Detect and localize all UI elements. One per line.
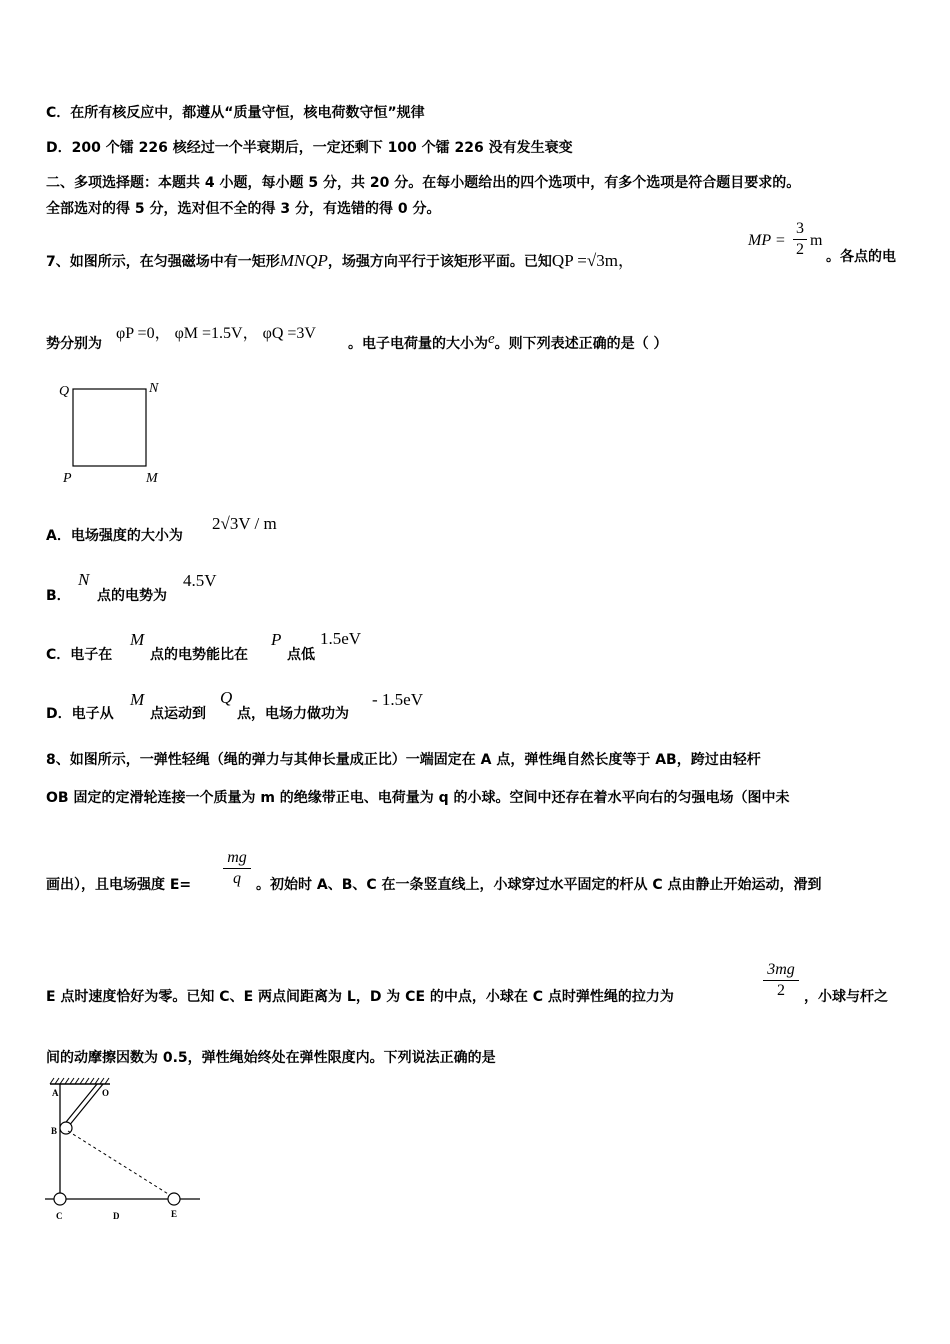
q7-option-b-var: N bbox=[78, 570, 90, 589]
label-n: N bbox=[149, 381, 159, 396]
q7-option-c-pre: C．电子在 bbox=[46, 647, 113, 663]
q7-option-c-value: 1.5eV bbox=[320, 629, 362, 648]
q7-line2-b: 。电子电荷量的大小为 bbox=[348, 336, 488, 352]
q8-line2: OB 固定的定滑轮连接一个质量为 m 的绝缘带正电、电荷量为 q 的小球。空间中还存在着水平向右的匀强电场（图中未 bbox=[46, 790, 790, 806]
q7-option-b-value: 4.5V bbox=[183, 571, 217, 590]
q7-option-c-mid: 点的电势能比在 bbox=[150, 647, 248, 663]
q8-tension-fraction bbox=[763, 961, 799, 1000]
q7-line2-b-wrap bbox=[348, 333, 668, 353]
q7-option-c-var1: M bbox=[130, 630, 145, 649]
label-q: Q bbox=[59, 384, 70, 399]
q7-option-b bbox=[46, 585, 71, 605]
q7-option-d-pre: D．电子从 bbox=[46, 706, 114, 722]
q8-e-num: mg bbox=[227, 849, 247, 866]
q7-option-c bbox=[46, 644, 112, 664]
label-b: B bbox=[51, 1126, 58, 1136]
q8-e-fraction bbox=[223, 849, 251, 888]
q7-mp-unit: m bbox=[810, 232, 823, 249]
q7-option-d-value: - 1.5eV bbox=[372, 690, 423, 709]
q7-line2-a: 势分别为 bbox=[46, 336, 102, 352]
q8-pulley-figure bbox=[40, 1075, 210, 1225]
rod-ob-edge bbox=[68, 1084, 103, 1127]
section-heading-multi-choice: 二、多项选择题：本题共 4 小题，每小题 5 分，共 20 分。在每小题给出的四个选项中，有多个选项是符合题目要求的。 bbox=[46, 175, 801, 191]
q8-line5: 间的动摩擦因数为 0.5，弹性绳始终处在弹性限度内。下列说法正确的是 bbox=[46, 1050, 496, 1066]
q8-t-num: 3mg bbox=[767, 961, 795, 978]
q7-option-b-pre: B． bbox=[46, 588, 71, 604]
q7-mp-den: 2 bbox=[796, 241, 804, 258]
q7-intro-a: 7、如图所示，在匀强磁场中有一矩形 bbox=[46, 254, 280, 270]
q7-option-a bbox=[46, 525, 183, 545]
option-d-prev: D．200 个镭 226 核经过一个半衰期后，一定还剩下 100 个镭 226 没有发生衰变 bbox=[46, 140, 573, 156]
q7-option-d bbox=[46, 703, 114, 723]
q7-intro-b: ，场强方向平行于该矩形平面。已知 bbox=[327, 254, 552, 270]
dashed-rope bbox=[68, 1131, 173, 1197]
fraction-bar bbox=[763, 980, 799, 981]
label-o: O bbox=[102, 1088, 110, 1098]
q7-option-b-text: 点的电势为 bbox=[97, 588, 167, 604]
q7-potentials: φP =0， φM =1.5V， φQ =3V bbox=[116, 325, 316, 342]
q7-option-d-var2: Q bbox=[220, 688, 233, 707]
q7-mp-fraction bbox=[793, 220, 807, 259]
q8-t-den: 2 bbox=[777, 982, 785, 999]
q7-rect-name: MNQP bbox=[279, 251, 328, 270]
q7-intro-c: 。各点的电 bbox=[826, 249, 896, 265]
label-a: A bbox=[52, 1088, 59, 1098]
ball-at-e bbox=[168, 1193, 180, 1205]
q8-line3-a: 画出），且电场强度 E= bbox=[46, 877, 192, 893]
section-instructions: 全部选对的得 5 分，选对但不全的得 3 分，有选错的得 0 分。 bbox=[46, 201, 441, 217]
q7-mp-label: MP = bbox=[748, 232, 786, 249]
label-c: C bbox=[56, 1211, 63, 1221]
ceiling-hatch bbox=[50, 1078, 109, 1084]
q7-mp-num: 3 bbox=[796, 220, 804, 237]
q7-charge-symbol: e bbox=[488, 331, 495, 347]
q7-option-a-text: A．电场强度的大小为 bbox=[46, 528, 183, 544]
q7-line2-c: 。则下列表述正确的是（ ） bbox=[494, 336, 668, 352]
q7-option-c-text: 点低 bbox=[287, 647, 315, 663]
rod-ob-edge bbox=[62, 1084, 97, 1127]
label-p: P bbox=[63, 471, 72, 486]
fraction-bar bbox=[793, 239, 807, 240]
fraction-bar bbox=[223, 868, 251, 869]
label-e: E bbox=[171, 1209, 178, 1219]
q7-option-c-var2: P bbox=[271, 630, 282, 649]
q7-option-d-var1: M bbox=[130, 690, 145, 709]
q7-qp: QP =√3m， bbox=[551, 251, 635, 270]
q7-option-a-value: 2√3V / m bbox=[212, 514, 277, 533]
q8-line3-b: 。初始时 A、B、C 在一条竖直线上，小球穿过水平固定的杆从 C 点由静止开始运动，滑到 bbox=[256, 877, 822, 893]
label-m: M bbox=[146, 471, 158, 486]
label-d: D bbox=[113, 1211, 120, 1221]
q7-option-d-mid: 点运动到 bbox=[150, 706, 206, 722]
rectangle-mnqp bbox=[73, 389, 146, 466]
q7-option-d-text: 点，电场力做功为 bbox=[237, 706, 349, 722]
q8-e-den: q bbox=[233, 870, 241, 887]
q7-line2 bbox=[46, 333, 102, 353]
q8-line1: 8、如图所示，一弹性轻绳（绳的弹力与其伸长量成正比）一端固定在 A 点，弹性绳自然长度等于 AB，跨过由轻杆 bbox=[46, 752, 761, 768]
q8-line4-a: E 点时速度恰好为零。已知 C、E 两点间距离为 L，D 为 CE 的中点，小球在 C 点时弹性绳的拉力为 bbox=[46, 989, 674, 1005]
q7-rectangle-figure bbox=[50, 375, 180, 490]
q8-line4-b: ，小球与杆之 bbox=[804, 989, 888, 1005]
ball-at-c bbox=[54, 1193, 66, 1205]
q7-intro bbox=[46, 246, 635, 271]
option-c-prev: C．在所有核反应中，都遵从“质量守恒，核电荷数守恒”规律 bbox=[46, 105, 425, 121]
